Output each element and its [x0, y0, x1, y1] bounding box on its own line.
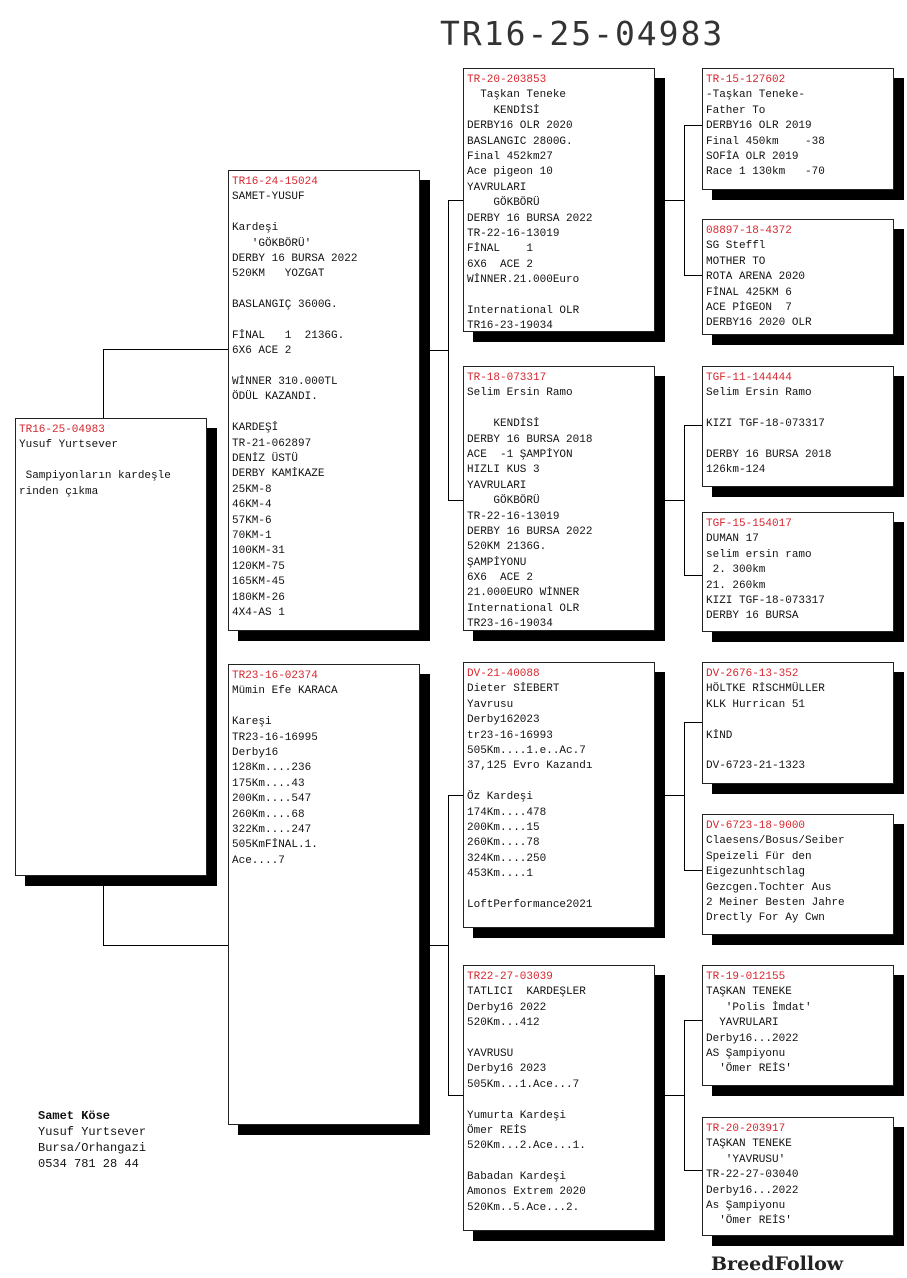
card-line: ÖDÜL KAZANDI.	[232, 391, 318, 404]
connector-line	[684, 425, 702, 426]
pigeon-card-ggp-5	[702, 662, 894, 784]
card-line: LoftPerformance2021	[467, 898, 593, 911]
card-line: DUMAN 17	[706, 533, 759, 546]
pigeon-card-dam-dam	[463, 965, 655, 1231]
card-line: DERBY 16 BURSA 2022	[467, 212, 593, 225]
card-line: DERBY16 OLR 2020	[467, 120, 573, 133]
connector-line	[655, 1095, 684, 1096]
ring-number: TR-15-127602	[706, 74, 786, 86]
card-line: As Şampiyonu	[706, 1199, 786, 1212]
card-line: SOFİA OLR 2019	[706, 150, 799, 163]
connector-line	[684, 722, 685, 870]
card-line: TR-22-16-13019	[467, 510, 560, 523]
card-line: 'Ömer REİS'	[706, 1215, 792, 1228]
card-line: 165KM-45	[232, 576, 285, 589]
card-line: GÖKBÖRÜ	[467, 197, 540, 210]
card-line	[706, 402, 893, 417]
card-line: 174Km....478	[467, 806, 547, 819]
connector-line	[103, 945, 229, 946]
card-line: DV-6723-21-1323	[706, 760, 806, 773]
card-line	[19, 454, 206, 469]
card-line	[467, 288, 654, 303]
connector-line	[103, 349, 229, 350]
card-line	[232, 406, 419, 421]
pigeon-card-ggp-6	[702, 814, 894, 935]
ring-number: DV-2676-13-352	[706, 668, 799, 680]
card-line: 6X6 ACE 2	[467, 258, 534, 271]
connector-line	[684, 1020, 685, 1170]
connector-line	[684, 125, 702, 126]
card-line: WİNNER.21.000Euro	[467, 274, 580, 287]
card-line	[232, 314, 419, 329]
pigeon-card-sire	[228, 170, 420, 631]
pigeon-card-ggp-3	[702, 366, 894, 487]
card-line: GÖKBÖRÜ	[467, 495, 540, 508]
connector-line	[684, 870, 702, 871]
card-line: TATLICI KARDEŞLER	[467, 986, 586, 999]
card-line: Derby16...2022	[706, 1032, 799, 1045]
pigeon-card-sire-dam	[463, 366, 655, 631]
pigeon-card-ggp-4	[702, 512, 894, 632]
card-line: TR-22-27-03040	[706, 1169, 799, 1182]
card-line	[467, 775, 654, 790]
card-line: DERBY16 OLR 2019	[706, 120, 812, 133]
card-line: WİNNER 310.000TL	[232, 376, 338, 389]
card-line	[467, 1155, 654, 1170]
card-line: TR23-16-19034	[467, 618, 553, 631]
card-line: Gezcgen.Tochter Aus	[706, 881, 832, 894]
ring-number: TR-20-203917	[706, 1123, 786, 1135]
connector-line	[419, 945, 448, 946]
card-line: Mümin Efe KARACA	[232, 685, 338, 698]
card-line: Taşkan Teneke	[467, 89, 567, 102]
card-line	[706, 433, 893, 448]
card-line: Derby16...2022	[706, 1184, 799, 1197]
connector-line	[684, 125, 685, 275]
card-line: Kardeşi	[232, 222, 279, 235]
card-line: Ace....7	[232, 854, 285, 867]
card-line: Kareşi	[232, 716, 272, 729]
pigeon-card-ggp-8	[702, 1117, 894, 1236]
card-line	[467, 882, 654, 897]
connector-line	[448, 200, 449, 500]
connector-line	[655, 500, 684, 501]
card-line: DERBY16 2020 OLR	[706, 317, 812, 330]
card-line: ACE PİGEON 7	[706, 301, 792, 314]
ring-number: TGF-11-144444	[706, 372, 792, 384]
card-line: tr23-16-16993	[467, 729, 553, 742]
pigeon-card-dam-sire	[463, 662, 655, 928]
pigeon-card-ggp-2	[702, 219, 894, 335]
card-line: KENDİSİ	[467, 418, 540, 431]
card-line: 520Km...2.Ace...1.	[467, 1140, 586, 1153]
card-line: 120KM-75	[232, 560, 285, 573]
card-line: 25KM-8	[232, 483, 272, 496]
connector-line	[684, 275, 702, 276]
card-line: 37,125 Evro Kazandı	[467, 760, 593, 773]
ring-number: TR16-25-04983	[19, 424, 105, 436]
connector-line	[448, 200, 463, 201]
card-line: KENDİSİ	[467, 104, 540, 117]
card-line: BASLANGIC 2800G.	[467, 135, 573, 148]
card-line: Final 450km -38	[706, 135, 825, 148]
card-line	[467, 1032, 654, 1047]
card-line: MOTHER TO	[706, 255, 766, 268]
card-line: KLK Hurrican 51	[706, 698, 806, 711]
card-line: 520KM YOZGAT	[232, 268, 325, 281]
card-line: DERBY 16 BURSA 2018	[706, 448, 832, 461]
card-line	[467, 1093, 654, 1108]
connector-line	[655, 200, 684, 201]
card-line: 453Km....1	[467, 868, 534, 881]
card-line: TR-22-16-13019	[467, 227, 560, 240]
ring-number: 08897-18-4372	[706, 225, 792, 237]
card-line: Derby16 2022	[467, 1001, 547, 1014]
card-line	[706, 744, 893, 759]
card-line: Derby16	[232, 746, 279, 759]
card-line: FİNAL 1 2136G.	[232, 329, 345, 342]
card-line: DERBY 16 BURSA 2018	[467, 433, 593, 446]
card-line: -Taşkan Teneke-	[706, 89, 806, 102]
card-line: International OLR	[467, 602, 580, 615]
card-line: 6X6 ACE 2	[467, 572, 534, 585]
card-line: YAVRULARI	[706, 1017, 779, 1030]
pigeon-card-subject	[15, 418, 207, 876]
pedigree-title: TR16-25-04983	[440, 14, 725, 53]
card-line	[232, 700, 419, 715]
card-line: Derby16 2023	[467, 1063, 547, 1076]
card-line: Derby162023	[467, 714, 540, 727]
connector-line	[684, 1170, 702, 1171]
card-line: FİNAL 425KM 6	[706, 286, 792, 299]
card-line: 21.000EURO WİNNER	[467, 587, 580, 600]
card-line: YAVRUSU	[467, 1047, 514, 1060]
card-line: HÖLTKE RİSCHMÜLLER	[706, 683, 825, 696]
ring-number: TR16-24-15024	[232, 176, 318, 188]
pigeon-card-sire-sire	[463, 68, 655, 332]
card-line: ACE -1 ŞAMPİYON	[467, 448, 573, 461]
owner-line: Yusuf Yurtsever	[38, 1125, 147, 1139]
ring-number: TR-18-073317	[467, 372, 547, 384]
card-line: SG Steffl	[706, 240, 766, 253]
card-line: 128Km....236	[232, 762, 312, 775]
card-line: 'YAVRUSU'	[706, 1153, 786, 1166]
card-line: 520Km...412	[467, 1017, 540, 1030]
card-line: 180KM-26	[232, 591, 285, 604]
card-line: 200Km....547	[232, 793, 312, 806]
card-line: Selim Ersin Ramo	[706, 387, 812, 400]
card-line: HIZLI KUS 3	[467, 464, 540, 477]
card-line: 126km-124	[706, 464, 766, 477]
connector-line	[448, 795, 449, 1095]
card-line: TAŞKAN TENEKE	[706, 1138, 792, 1151]
card-line: Öz Kardeşi	[467, 791, 534, 804]
card-line: 21. 260km	[706, 579, 766, 592]
ring-number: TR-20-203853	[467, 74, 547, 86]
card-line	[467, 402, 654, 417]
card-line: Dieter SİEBERT	[467, 683, 560, 696]
card-line: Drectly For Ay Cwn	[706, 912, 825, 925]
card-line: Final 452km27	[467, 150, 553, 163]
card-line: DERBY KAMİKAZE	[232, 468, 325, 481]
card-line: 260Km....78	[467, 837, 540, 850]
card-line: 520Km..5.Ace...2.	[467, 1201, 580, 1214]
card-line: 100KM-31	[232, 545, 285, 558]
card-line: 200Km....15	[467, 821, 540, 834]
ring-number: TR22-27-03039	[467, 971, 553, 983]
ring-number: DV-6723-18-9000	[706, 820, 806, 832]
card-line: SAMET-YUSUF	[232, 191, 305, 204]
connector-line	[448, 1095, 463, 1096]
card-line: KİND	[706, 729, 733, 742]
card-line: 4X4-AS 1	[232, 606, 285, 619]
ring-number: TR-19-012155	[706, 971, 786, 983]
card-line: 70KM-1	[232, 529, 272, 542]
card-line	[232, 283, 419, 298]
card-line: 260Km....68	[232, 808, 305, 821]
connector-line	[103, 875, 104, 945]
pigeon-card-dam	[228, 664, 420, 1125]
owner-info	[38, 1108, 146, 1172]
card-line: 505Km...1.Ace...7	[467, 1078, 580, 1091]
card-line: International OLR	[467, 304, 580, 317]
owner-location: Bursa/Orhangazi	[38, 1141, 147, 1155]
card-line: 6X6 ACE 2	[232, 345, 292, 358]
ring-number: TR23-16-02374	[232, 670, 318, 682]
card-line: AS Şampiyonu	[706, 1047, 786, 1060]
owner-name: Samet Köse	[38, 1109, 111, 1123]
card-line: FİNAL 1	[467, 243, 534, 256]
card-line: 175Km....43	[232, 777, 305, 790]
card-line: Race 1 130km -70	[706, 166, 825, 179]
card-line: Amonos Extrem 2020	[467, 1186, 586, 1199]
card-line	[232, 206, 419, 221]
card-line: YAVRULARI	[467, 181, 527, 194]
connector-line	[684, 425, 685, 575]
card-line: selim ersin ramo	[706, 548, 812, 561]
card-line: 46KM-4	[232, 499, 272, 512]
card-line: Babadan Kardeşi	[467, 1171, 567, 1184]
card-line: BASLANGIÇ 3600G.	[232, 299, 338, 312]
owner-phone: 0534 781 28 44	[38, 1157, 139, 1171]
card-line: TR16-23-19034	[467, 320, 553, 332]
card-line: TR23-16-16995	[232, 731, 318, 744]
card-line: YAVRULARI	[467, 479, 527, 492]
card-line: 2. 300km	[706, 564, 766, 577]
card-line: Yavrusu	[467, 698, 514, 711]
ring-number: TGF-15-154017	[706, 518, 792, 530]
card-line: DENİZ ÜSTÜ	[232, 453, 299, 466]
ring-number: DV-21-40088	[467, 668, 540, 680]
card-line: rinden çıkma	[19, 485, 99, 498]
pigeon-card-ggp-7	[702, 965, 894, 1086]
connector-line	[103, 349, 104, 419]
card-line: 57KM-6	[232, 514, 272, 527]
card-line: 'GÖKBÖRÜ'	[232, 237, 312, 250]
card-line: Ömer REİS	[467, 1124, 527, 1137]
card-line: Eigezunhtschlag	[706, 866, 806, 879]
card-line: 520KM 2136G.	[467, 541, 547, 554]
card-line: Speizeli Für den	[706, 850, 812, 863]
brand-logo: BreedFollow	[711, 1253, 844, 1275]
card-line: KIZI TGF-18-073317	[706, 418, 825, 431]
card-line: ROTA ARENA 2020	[706, 271, 806, 284]
card-line: Ace pigeon 10	[467, 166, 553, 179]
connector-line	[448, 795, 463, 796]
pigeon-card-ggp-1	[702, 68, 894, 190]
card-line: TAŞKAN TENEKE	[706, 986, 792, 999]
card-line: Selim Ersin Ramo	[467, 387, 573, 400]
card-line	[706, 713, 893, 728]
card-line: 505Km....1.e..Ac.7	[467, 744, 586, 757]
card-line: 'Polis İmdat'	[706, 1001, 812, 1014]
connector-line	[419, 350, 448, 351]
card-line	[232, 360, 419, 375]
card-line: Sampiyonların kardeşle	[19, 470, 171, 483]
connector-line	[448, 500, 463, 501]
card-line: DERBY 16 BURSA 2022	[467, 525, 593, 538]
card-line: 2 Meiner Besten Jahre	[706, 896, 845, 909]
card-line: DERBY 16 BURSA 2022	[232, 252, 358, 265]
card-line: DERBY 16 BURSA	[706, 610, 799, 623]
card-line: 505KmFİNAL.1.	[232, 839, 318, 852]
card-line: KIZI TGF-18-073317	[706, 594, 825, 607]
card-line: 322Km....247	[232, 823, 312, 836]
card-line: Yumurta Kardeşi	[467, 1109, 567, 1122]
card-line: ŞAMPİYONU	[467, 556, 527, 569]
card-line: Father To	[706, 104, 766, 117]
connector-line	[684, 1020, 702, 1021]
card-line: TR-21-062897	[232, 437, 312, 450]
connector-line	[655, 795, 684, 796]
card-line: Claesens/Bosus/Seiber	[706, 835, 845, 848]
card-line: 'Ömer REİS'	[706, 1063, 792, 1076]
card-line: 324Km....250	[467, 852, 547, 865]
card-line: Yusuf Yurtsever	[19, 439, 119, 452]
connector-line	[684, 575, 702, 576]
connector-line	[684, 722, 702, 723]
card-line: KARDEŞİ	[232, 422, 279, 435]
